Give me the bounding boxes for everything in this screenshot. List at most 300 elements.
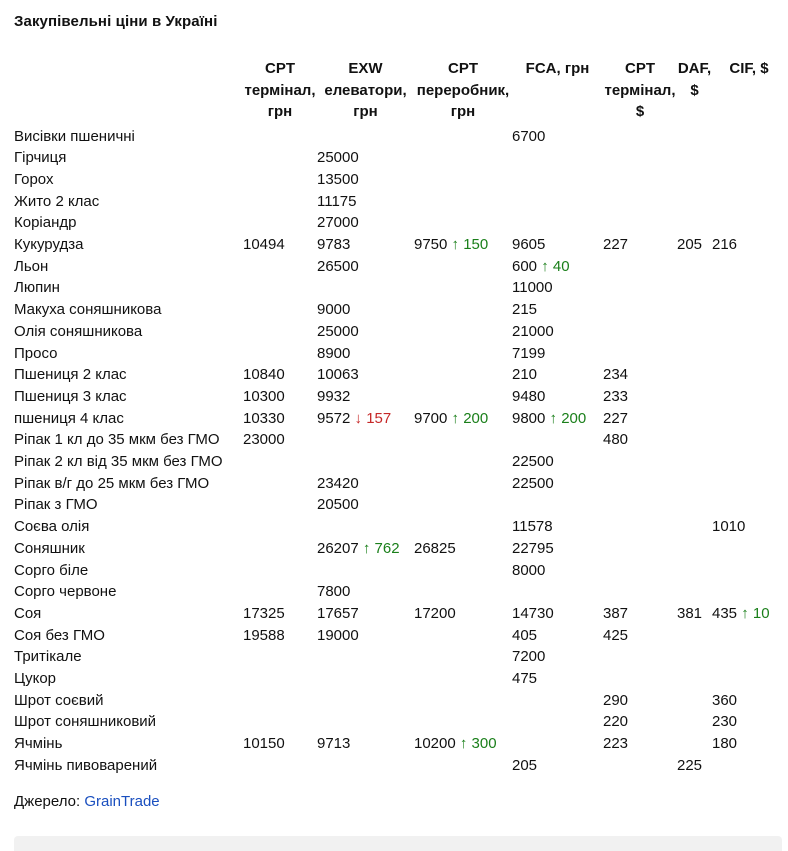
price-value: 9572 (317, 409, 355, 427)
price-cell (243, 711, 317, 733)
price-cell (677, 668, 712, 690)
commodity-name: Тритікале (14, 648, 82, 666)
table-row (14, 690, 786, 712)
price-cell (317, 646, 414, 668)
price-cell (712, 755, 786, 777)
table-row (14, 386, 786, 408)
price-cell (243, 516, 317, 538)
table-row (14, 494, 786, 516)
commodity-name: Жито 2 клас (14, 192, 100, 210)
price-change-up: ↑ 200 (451, 409, 489, 427)
price-cell (512, 733, 603, 755)
table-row (14, 321, 786, 343)
price-value: 9800 (512, 409, 550, 427)
table-row (14, 560, 786, 582)
commodity-name: Люпин (14, 279, 60, 297)
price-cell: 6700 (512, 127, 546, 145)
price-cell (603, 343, 677, 365)
price-cell (243, 256, 317, 278)
commodity-name: Соя (14, 604, 42, 622)
price-cell (317, 429, 414, 451)
price-cell (414, 212, 512, 234)
price-cell (677, 429, 712, 451)
price-cell (243, 560, 317, 582)
price-cell (677, 538, 712, 560)
price-cell (603, 538, 677, 560)
column-header: CPT переробник, грн (416, 60, 510, 120)
price-cell (712, 191, 786, 213)
price-cell: 19000 (317, 626, 359, 644)
commodity-name: Ріпак з ГМО (14, 496, 98, 514)
price-cell (317, 560, 414, 582)
price-cell (677, 494, 712, 516)
price-cell (677, 343, 712, 365)
price-cell (243, 169, 317, 191)
price-cell: 233 (603, 387, 629, 405)
price-cell: 1010 (712, 518, 746, 536)
price-cell: 23000 (243, 431, 285, 449)
price-cell (603, 668, 677, 690)
price-cell (677, 386, 712, 408)
price-cell (677, 147, 712, 169)
price-cell (414, 711, 512, 733)
price-cell (712, 169, 786, 191)
table-row (14, 581, 786, 603)
table-row (14, 625, 786, 647)
commodity-name: Ячмінь (14, 735, 63, 753)
price-cell (603, 191, 677, 213)
price-cell: 19588 (243, 626, 285, 644)
price-cell (677, 646, 712, 668)
price-cell (414, 169, 512, 191)
price-cell (243, 646, 317, 668)
price-cell (677, 516, 712, 538)
price-cell: 220 (603, 713, 629, 731)
price-cell (414, 364, 512, 386)
table-row (14, 256, 786, 278)
price-cell: 13500 (317, 170, 359, 188)
price-cell (414, 256, 512, 278)
price-cell (317, 126, 414, 148)
price-cell: 11578 (512, 518, 553, 536)
price-cell (243, 668, 317, 690)
price-cell (243, 212, 317, 234)
price-cell (414, 429, 512, 451)
price-cell (677, 169, 712, 191)
price-value: 26207 (317, 539, 363, 557)
price-cell: 26500 (317, 257, 359, 275)
price-cell: 17325 (243, 604, 285, 622)
table-row (14, 169, 786, 191)
price-cell: 27000 (317, 214, 359, 232)
table-row (14, 364, 786, 386)
price-cell (712, 538, 786, 560)
price-cell (603, 473, 677, 495)
price-cell (317, 690, 414, 712)
price-cell (677, 625, 712, 647)
table-row (14, 234, 786, 256)
price-cell (243, 581, 317, 603)
table-row (14, 668, 786, 690)
price-cell (317, 711, 414, 733)
price-cell: 21000 (512, 322, 554, 340)
source-line (14, 793, 160, 810)
commodity-name: Ріпак в/г до 25 мкм без ГМО (14, 474, 210, 492)
price-cell (414, 234, 512, 256)
price-cell (677, 256, 712, 278)
footer-panel (14, 836, 782, 851)
price-cell: 10063 (317, 366, 359, 384)
price-change-up: ↑ 10 (741, 604, 770, 622)
commodity-name: Шрот соняшниковий (14, 713, 157, 731)
table-row (14, 733, 786, 755)
price-cell (512, 256, 603, 278)
price-cell: 17657 (317, 604, 359, 622)
price-cell: 9480 (512, 387, 546, 405)
price-cell (712, 299, 786, 321)
price-cell: 9713 (317, 735, 351, 753)
source-link[interactable]: GrainTrade (84, 793, 160, 810)
column-header: DAF, $ (677, 60, 712, 99)
price-cell (677, 212, 712, 234)
price-cell (414, 581, 512, 603)
price-cell (712, 126, 786, 148)
price-cell: 227 (603, 236, 629, 254)
price-cell (603, 299, 677, 321)
price-cell: 10330 (243, 409, 285, 427)
price-value: 9750 (414, 236, 452, 254)
price-cell (414, 560, 512, 582)
price-cell (677, 191, 712, 213)
price-cell (243, 690, 317, 712)
price-cell (712, 646, 786, 668)
price-cell: 22795 (512, 539, 554, 557)
price-cell (677, 364, 712, 386)
source-label: Джерело: (14, 793, 81, 810)
price-cell (243, 473, 317, 495)
price-cell (712, 451, 786, 473)
price-change-down: ↓ 157 (354, 409, 392, 427)
price-cell: 9605 (512, 236, 546, 254)
price-cell: 381 (677, 604, 703, 622)
price-cell (414, 191, 512, 213)
price-cell (317, 451, 414, 473)
commodity-name: Кукурудза (14, 236, 84, 254)
price-cell (317, 516, 414, 538)
table-row (14, 299, 786, 321)
price-cell: 22500 (512, 474, 554, 492)
price-cell (677, 581, 712, 603)
commodity-name: Ріпак 1 кл до 35 мкм без ГМО (14, 431, 220, 449)
price-value: 600 (512, 257, 542, 275)
table-row (14, 191, 786, 213)
price-cell: 10494 (243, 236, 285, 254)
table-row (14, 429, 786, 451)
price-cell (512, 191, 603, 213)
table-row (14, 408, 786, 430)
column-header: CIF, $ (729, 60, 769, 77)
price-cell (712, 408, 786, 430)
price-cell: 290 (603, 691, 629, 709)
table-row (14, 603, 786, 625)
price-cell: 8000 (512, 561, 546, 579)
price-cell (603, 560, 677, 582)
price-cell (603, 277, 677, 299)
price-cell (712, 603, 786, 625)
price-cell (677, 299, 712, 321)
price-cell (243, 755, 317, 777)
price-cell: 7800 (317, 583, 351, 601)
column-header: FCA, грн (525, 60, 590, 77)
price-cell (677, 126, 712, 148)
price-cell: 10840 (243, 366, 285, 384)
price-cell (603, 147, 677, 169)
price-cell: 387 (603, 604, 629, 622)
price-cell (512, 169, 603, 191)
price-cell (414, 451, 512, 473)
column-header (14, 58, 243, 126)
price-cell (712, 212, 786, 234)
price-cell (414, 277, 512, 299)
price-cell: 180 (712, 735, 738, 753)
price-cell: 223 (603, 735, 629, 753)
table-row (14, 277, 786, 299)
price-cell (414, 625, 512, 647)
price-cell: 20500 (317, 496, 359, 514)
price-cell: 360 (712, 691, 738, 709)
price-cell (512, 494, 603, 516)
commodity-name: Просо (14, 344, 58, 362)
price-cell (712, 277, 786, 299)
price-cell (243, 191, 317, 213)
price-change-up: ↑ 200 (549, 409, 587, 427)
price-cell: 23420 (317, 474, 359, 492)
price-cell (712, 560, 786, 582)
table-header-row (14, 58, 786, 126)
price-cell (603, 755, 677, 777)
price-change-up: ↑ 150 (451, 236, 489, 254)
price-cell (712, 581, 786, 603)
commodity-name: Цукор (14, 670, 57, 688)
commodity-name: пшениця 4 клас (14, 409, 124, 427)
price-cell (677, 321, 712, 343)
commodity-name: Сорго біле (14, 561, 89, 579)
price-cell (603, 581, 677, 603)
price-value: 10200 (414, 735, 460, 753)
price-cell (603, 646, 677, 668)
commodity-name: Макуха соняшникова (14, 301, 162, 319)
price-cell (712, 625, 786, 647)
commodity-name: Льон (14, 257, 49, 275)
price-cell: 17200 (414, 604, 456, 622)
price-cell (603, 126, 677, 148)
price-cell: 227 (603, 409, 629, 427)
table-row (14, 538, 786, 560)
price-cell (414, 733, 512, 755)
price-cell (712, 321, 786, 343)
table-row (14, 711, 786, 733)
price-cell: 7199 (512, 344, 546, 362)
table-body (14, 126, 786, 777)
table-row (14, 516, 786, 538)
price-cell (317, 755, 414, 777)
price-cell (243, 277, 317, 299)
price-cell (677, 473, 712, 495)
commodity-name: Соняшник (14, 539, 85, 557)
price-cell (414, 299, 512, 321)
commodity-name: Олія соняшникова (14, 322, 143, 340)
price-cell (243, 494, 317, 516)
price-cell (317, 668, 414, 690)
price-cell: 26825 (414, 539, 456, 557)
price-cell (414, 408, 512, 430)
table-row (14, 755, 786, 777)
price-cell (243, 126, 317, 148)
commodity-name: Гірчиця (14, 149, 67, 167)
commodity-name: Ячмінь пивоварений (14, 756, 158, 774)
price-cell: 14730 (512, 604, 554, 622)
price-change-up: ↑ 300 (459, 735, 497, 753)
commodity-name: Пшениця 3 клас (14, 387, 127, 405)
price-cell: 22500 (512, 453, 554, 471)
commodity-name: Висівки пшеничні (14, 127, 135, 145)
price-cell: 405 (512, 626, 538, 644)
column-header: CPT термінал, $ (604, 60, 676, 120)
price-cell (317, 277, 414, 299)
price-cell (414, 690, 512, 712)
price-cell (243, 147, 317, 169)
price-value: 9700 (414, 409, 452, 427)
commodity-name: Горох (14, 170, 54, 188)
price-cell (243, 299, 317, 321)
price-cell (603, 256, 677, 278)
price-cell (512, 147, 603, 169)
price-cell: 205 (512, 756, 538, 774)
price-cell (603, 169, 677, 191)
commodity-name: Соя без ГМО (14, 626, 105, 644)
price-cell (677, 733, 712, 755)
price-cell (603, 516, 677, 538)
price-cell (712, 494, 786, 516)
price-cell: 425 (603, 626, 629, 644)
price-cell (712, 256, 786, 278)
price-cell (512, 690, 603, 712)
price-cell: 216 (712, 236, 738, 254)
price-cell (414, 473, 512, 495)
table-row (14, 451, 786, 473)
price-cell (677, 408, 712, 430)
price-cell: 225 (677, 756, 703, 774)
price-cell: 210 (512, 366, 538, 384)
price-cell (317, 408, 414, 430)
price-cell (243, 451, 317, 473)
price-cell: 10150 (243, 735, 285, 753)
commodity-name: Соєва олія (14, 518, 90, 536)
commodity-name: Шрот соєвий (14, 691, 104, 709)
price-cell (512, 711, 603, 733)
price-cell: 8900 (317, 344, 351, 362)
price-cell (414, 386, 512, 408)
price-cell (512, 429, 603, 451)
price-change-up: ↑ 40 (541, 257, 570, 275)
commodity-name: Пшениця 2 клас (14, 366, 127, 384)
price-cell (677, 451, 712, 473)
price-cell (712, 473, 786, 495)
price-cell (712, 364, 786, 386)
price-cell: 9000 (317, 301, 351, 319)
table-row (14, 343, 786, 365)
commodity-name: Сорго червоне (14, 583, 117, 601)
price-cell (712, 429, 786, 451)
price-cell (414, 646, 512, 668)
table-row (14, 126, 786, 148)
price-cell (414, 668, 512, 690)
price-cell: 215 (512, 301, 538, 319)
price-cell (603, 321, 677, 343)
price-cell (712, 668, 786, 690)
price-cell (414, 343, 512, 365)
price-cell (414, 755, 512, 777)
price-cell (677, 711, 712, 733)
column-header: EXW елеватори, грн (324, 60, 407, 120)
price-cell: 25000 (317, 322, 359, 340)
price-cell: 9783 (317, 236, 351, 254)
price-cell (414, 321, 512, 343)
price-cell (414, 494, 512, 516)
price-cell (677, 277, 712, 299)
price-cell: 7200 (512, 648, 546, 666)
table-row (14, 646, 786, 668)
price-cell (603, 212, 677, 234)
price-cell: 10300 (243, 387, 285, 405)
price-cell (712, 343, 786, 365)
price-cell (512, 408, 603, 430)
price-cell (512, 212, 603, 234)
price-table (14, 58, 786, 777)
price-cell: 234 (603, 366, 629, 384)
price-cell (243, 343, 317, 365)
price-cell (317, 538, 414, 560)
price-value: 435 (712, 604, 742, 622)
price-cell (603, 494, 677, 516)
price-change-up: ↑ 762 (362, 539, 400, 557)
price-cell (677, 690, 712, 712)
price-cell: 230 (712, 713, 738, 731)
price-cell: 475 (512, 670, 538, 688)
price-cell: 9932 (317, 387, 351, 405)
price-cell: 11175 (317, 192, 357, 210)
price-cell (603, 451, 677, 473)
price-cell (712, 147, 786, 169)
table-row (14, 147, 786, 169)
price-cell (243, 538, 317, 560)
price-cell (243, 321, 317, 343)
commodity-name: Коріандр (14, 214, 77, 232)
page-title: Закупівельні ціни в Україні (14, 13, 218, 30)
price-cell: 205 (677, 236, 703, 254)
column-header: CPT термінал, грн (244, 60, 316, 120)
price-cell: 480 (603, 431, 629, 449)
price-cell (512, 581, 603, 603)
commodity-name: Ріпак 2 кл від 35 мкм без ГМО (14, 453, 223, 471)
price-cell (414, 126, 512, 148)
price-cell (414, 147, 512, 169)
price-cell: 11000 (512, 279, 553, 297)
table-row (14, 212, 786, 234)
table-row (14, 473, 786, 495)
price-cell (677, 560, 712, 582)
price-cell: 25000 (317, 149, 359, 167)
